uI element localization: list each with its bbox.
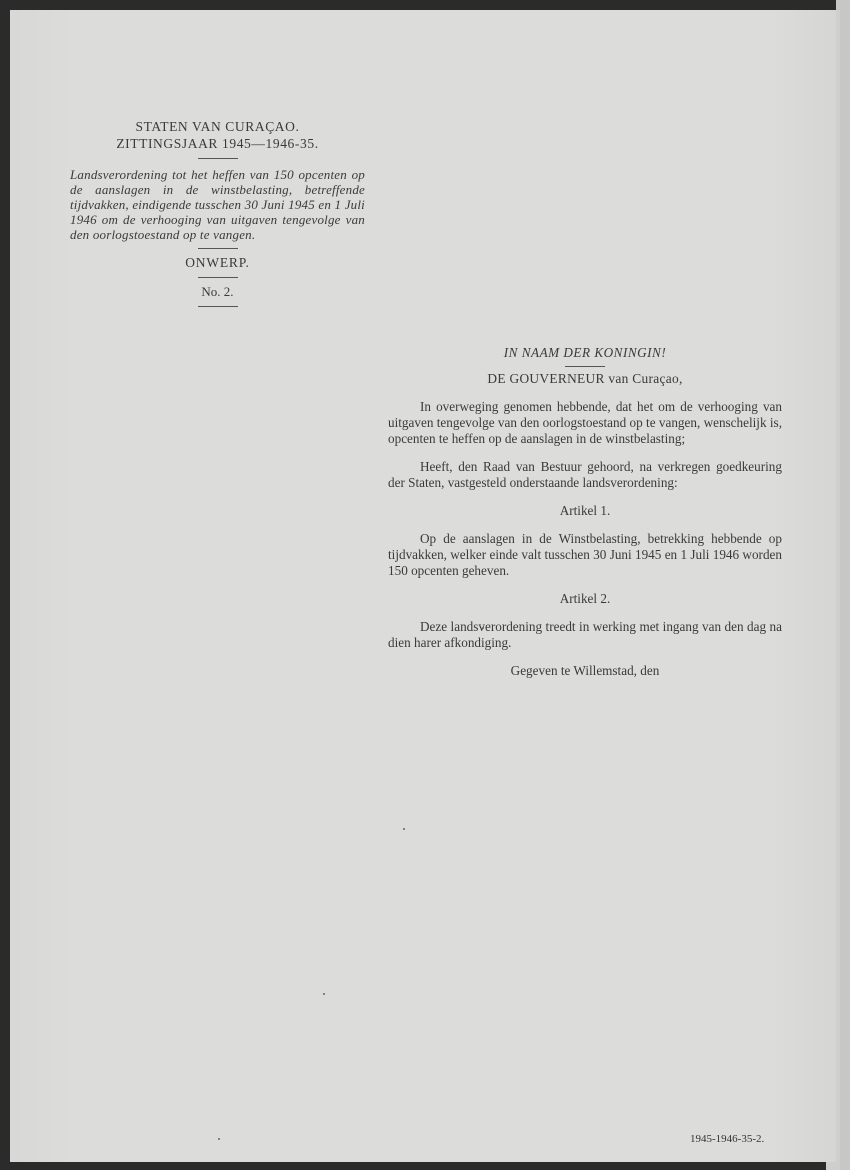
draft-number: No. 2. [201, 284, 234, 299]
divider [198, 158, 238, 159]
paper-speck [218, 1138, 220, 1140]
enactment-paragraph: Heeft, den Raad van Bestuur gehoord, na verkregen goedkeuring der Staten, vastgesteld onderstaande landsverordening: [388, 459, 782, 490]
paper-speck [403, 828, 405, 830]
divider [198, 306, 238, 307]
draft-label: ONWERP. [185, 255, 250, 270]
ordinance-body [388, 345, 782, 679]
article-1-text: Op de aanslagen in de Winstbelasting, betrekking hebbende op tijdvakken, welker einde valt tusschen 30 Juni 1945 en 1 Juli 1946 worden 150 opcenten geheven. [388, 531, 782, 578]
header-line-2: ZITTINGSJAAR 1945—1946-35. [116, 136, 319, 151]
header-block [70, 118, 365, 313]
consideration-paragraph: In overweging genomen hebbende, dat het om de verhooging van uitgaven tengevolge van den oorlogstoestand op te vangen, wenschelijk is, opcenten te heffen op de aanslagen in de winstbelasting; [388, 399, 782, 446]
divider [565, 366, 605, 367]
divider [198, 248, 238, 249]
invocation: IN NAAM DER KONINGIN! [503, 345, 667, 360]
article-2-text: Deze landsverordening treedt in werking met ingang van den dag na dien harer afkondiging. [388, 619, 782, 650]
divider [198, 277, 238, 278]
issuer: DE GOUVERNEUR van Curaçao, [487, 371, 683, 386]
given-at: Gegeven te Willemstad, den [510, 663, 660, 678]
title-paragraph: Landsverordening tot het heffen van 150 opcenten op de aanslagen in de winstbelasting, betreffende tijdvakken, eindigende tusschen 30 Juni 1945 en 1 Juli 1946 om de verhooging van uitgaven tengevolge van den oorlogstoestand op te vangen. [70, 167, 365, 242]
article-1-heading: Artikel 1. [559, 503, 611, 518]
header-line-1: STATEN VAN CURAÇAO. [135, 119, 300, 134]
article-2-heading: Artikel 2. [559, 591, 611, 606]
paper-speck [323, 993, 325, 995]
footer-reference: 1945-1946-35-2. [690, 1133, 765, 1145]
